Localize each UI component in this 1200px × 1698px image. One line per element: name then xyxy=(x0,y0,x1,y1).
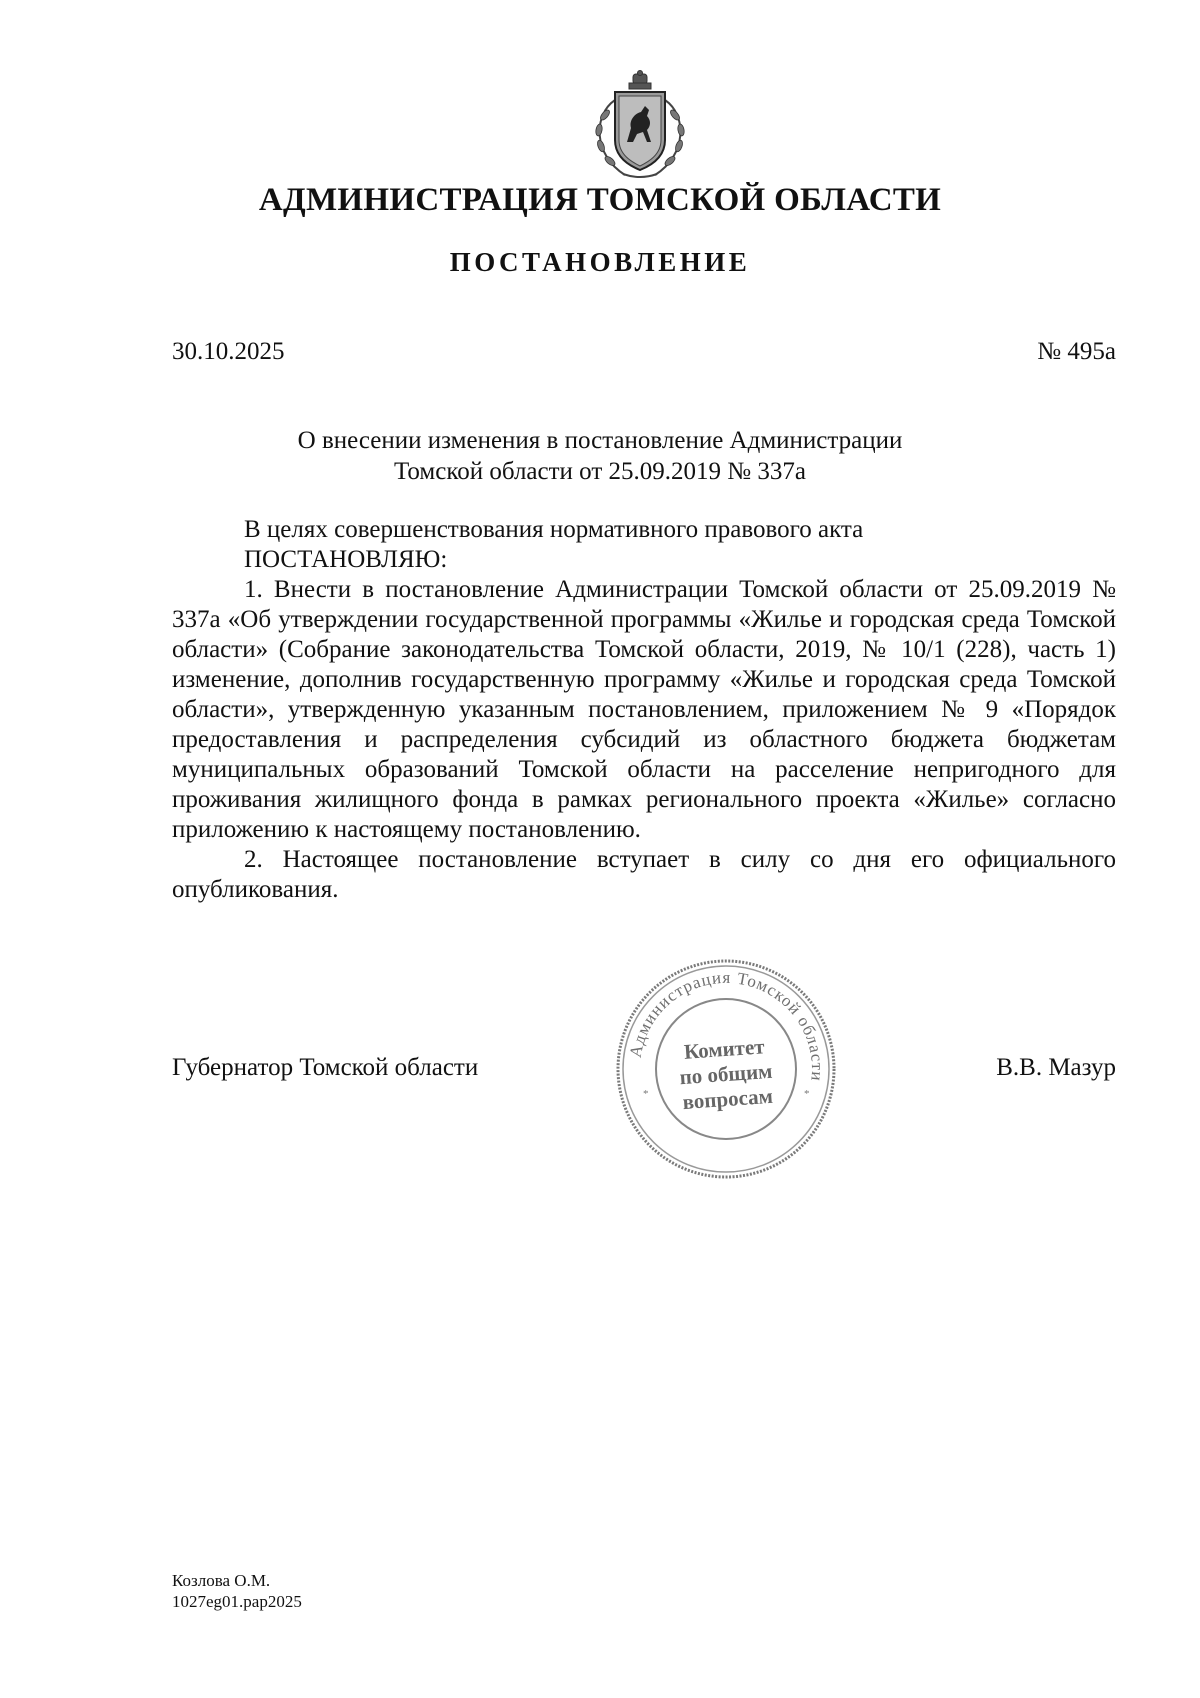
footer-author: Козлова О.М. xyxy=(172,1571,271,1590)
tomsk-coat-of-arms-icon xyxy=(585,70,695,185)
subject-line-1: О внесении изменения в постановление Администрации xyxy=(297,427,903,454)
stamp-center-text xyxy=(610,1029,843,1120)
footer-file-reference: 1027eg01.pap2025 xyxy=(172,1592,302,1611)
resolve-heading: ПОСТАНОВЛЯЮ: xyxy=(244,546,448,573)
stamp-ring-text: Администрация Томской области xyxy=(625,967,828,1083)
document-footer xyxy=(172,1570,302,1612)
subject-line-2: Томской области от 25.09.2019 № 337а xyxy=(394,458,806,485)
body-item-1: 1. Внести в постановление Администрации Томской области от 25.09.2019 № 337а «Об утверждении государственной программы «Жилье и городская среда Томской области» (Собрание законодательства Томской области, 2019, № 10/1 (228), часть 1) изменение, дополнив государственную программу «Жилье и городская среда Томской области», утвержденную указанным постановлением, приложением № 9 «Порядок предоставления и распределения субсидий из областного бюджета бюджетам муниципальных образований Томской области на расселение непригодного для проживания жилищного фонда в рамках регионального проекта «Жилье» согласно приложению к настоящему постановлению. xyxy=(172,576,1116,843)
document-date: 30.10.2025 xyxy=(172,338,285,365)
stamp-line-3: вопросам xyxy=(681,1083,774,1115)
stamp-line-2: по общим xyxy=(678,1058,774,1090)
document-number: № 495а xyxy=(1037,338,1116,365)
document-body xyxy=(172,515,1116,905)
organization-title: АДМИНИСТРАЦИЯ ТОМСКОЙ ОБЛАСТИ xyxy=(258,182,942,218)
document-type: ПОСТАНОВЛЕНИЕ xyxy=(449,247,751,277)
signatory-position: Губернатор Томской области xyxy=(172,1054,479,1081)
body-item-2: 2. Настоящее постановление вступает в силу со дня его официального опубликования. xyxy=(172,846,1116,903)
document-subject xyxy=(0,425,1200,487)
official-stamp xyxy=(612,955,840,1183)
svg-text:*: * xyxy=(643,1088,649,1100)
signatory-name: В.В. Мазур xyxy=(996,1054,1116,1081)
stamp-line-1: Комитет xyxy=(683,1034,766,1064)
preamble: В целях совершенствования нормативного правового акта xyxy=(244,516,864,543)
svg-text:*: * xyxy=(804,1088,810,1100)
